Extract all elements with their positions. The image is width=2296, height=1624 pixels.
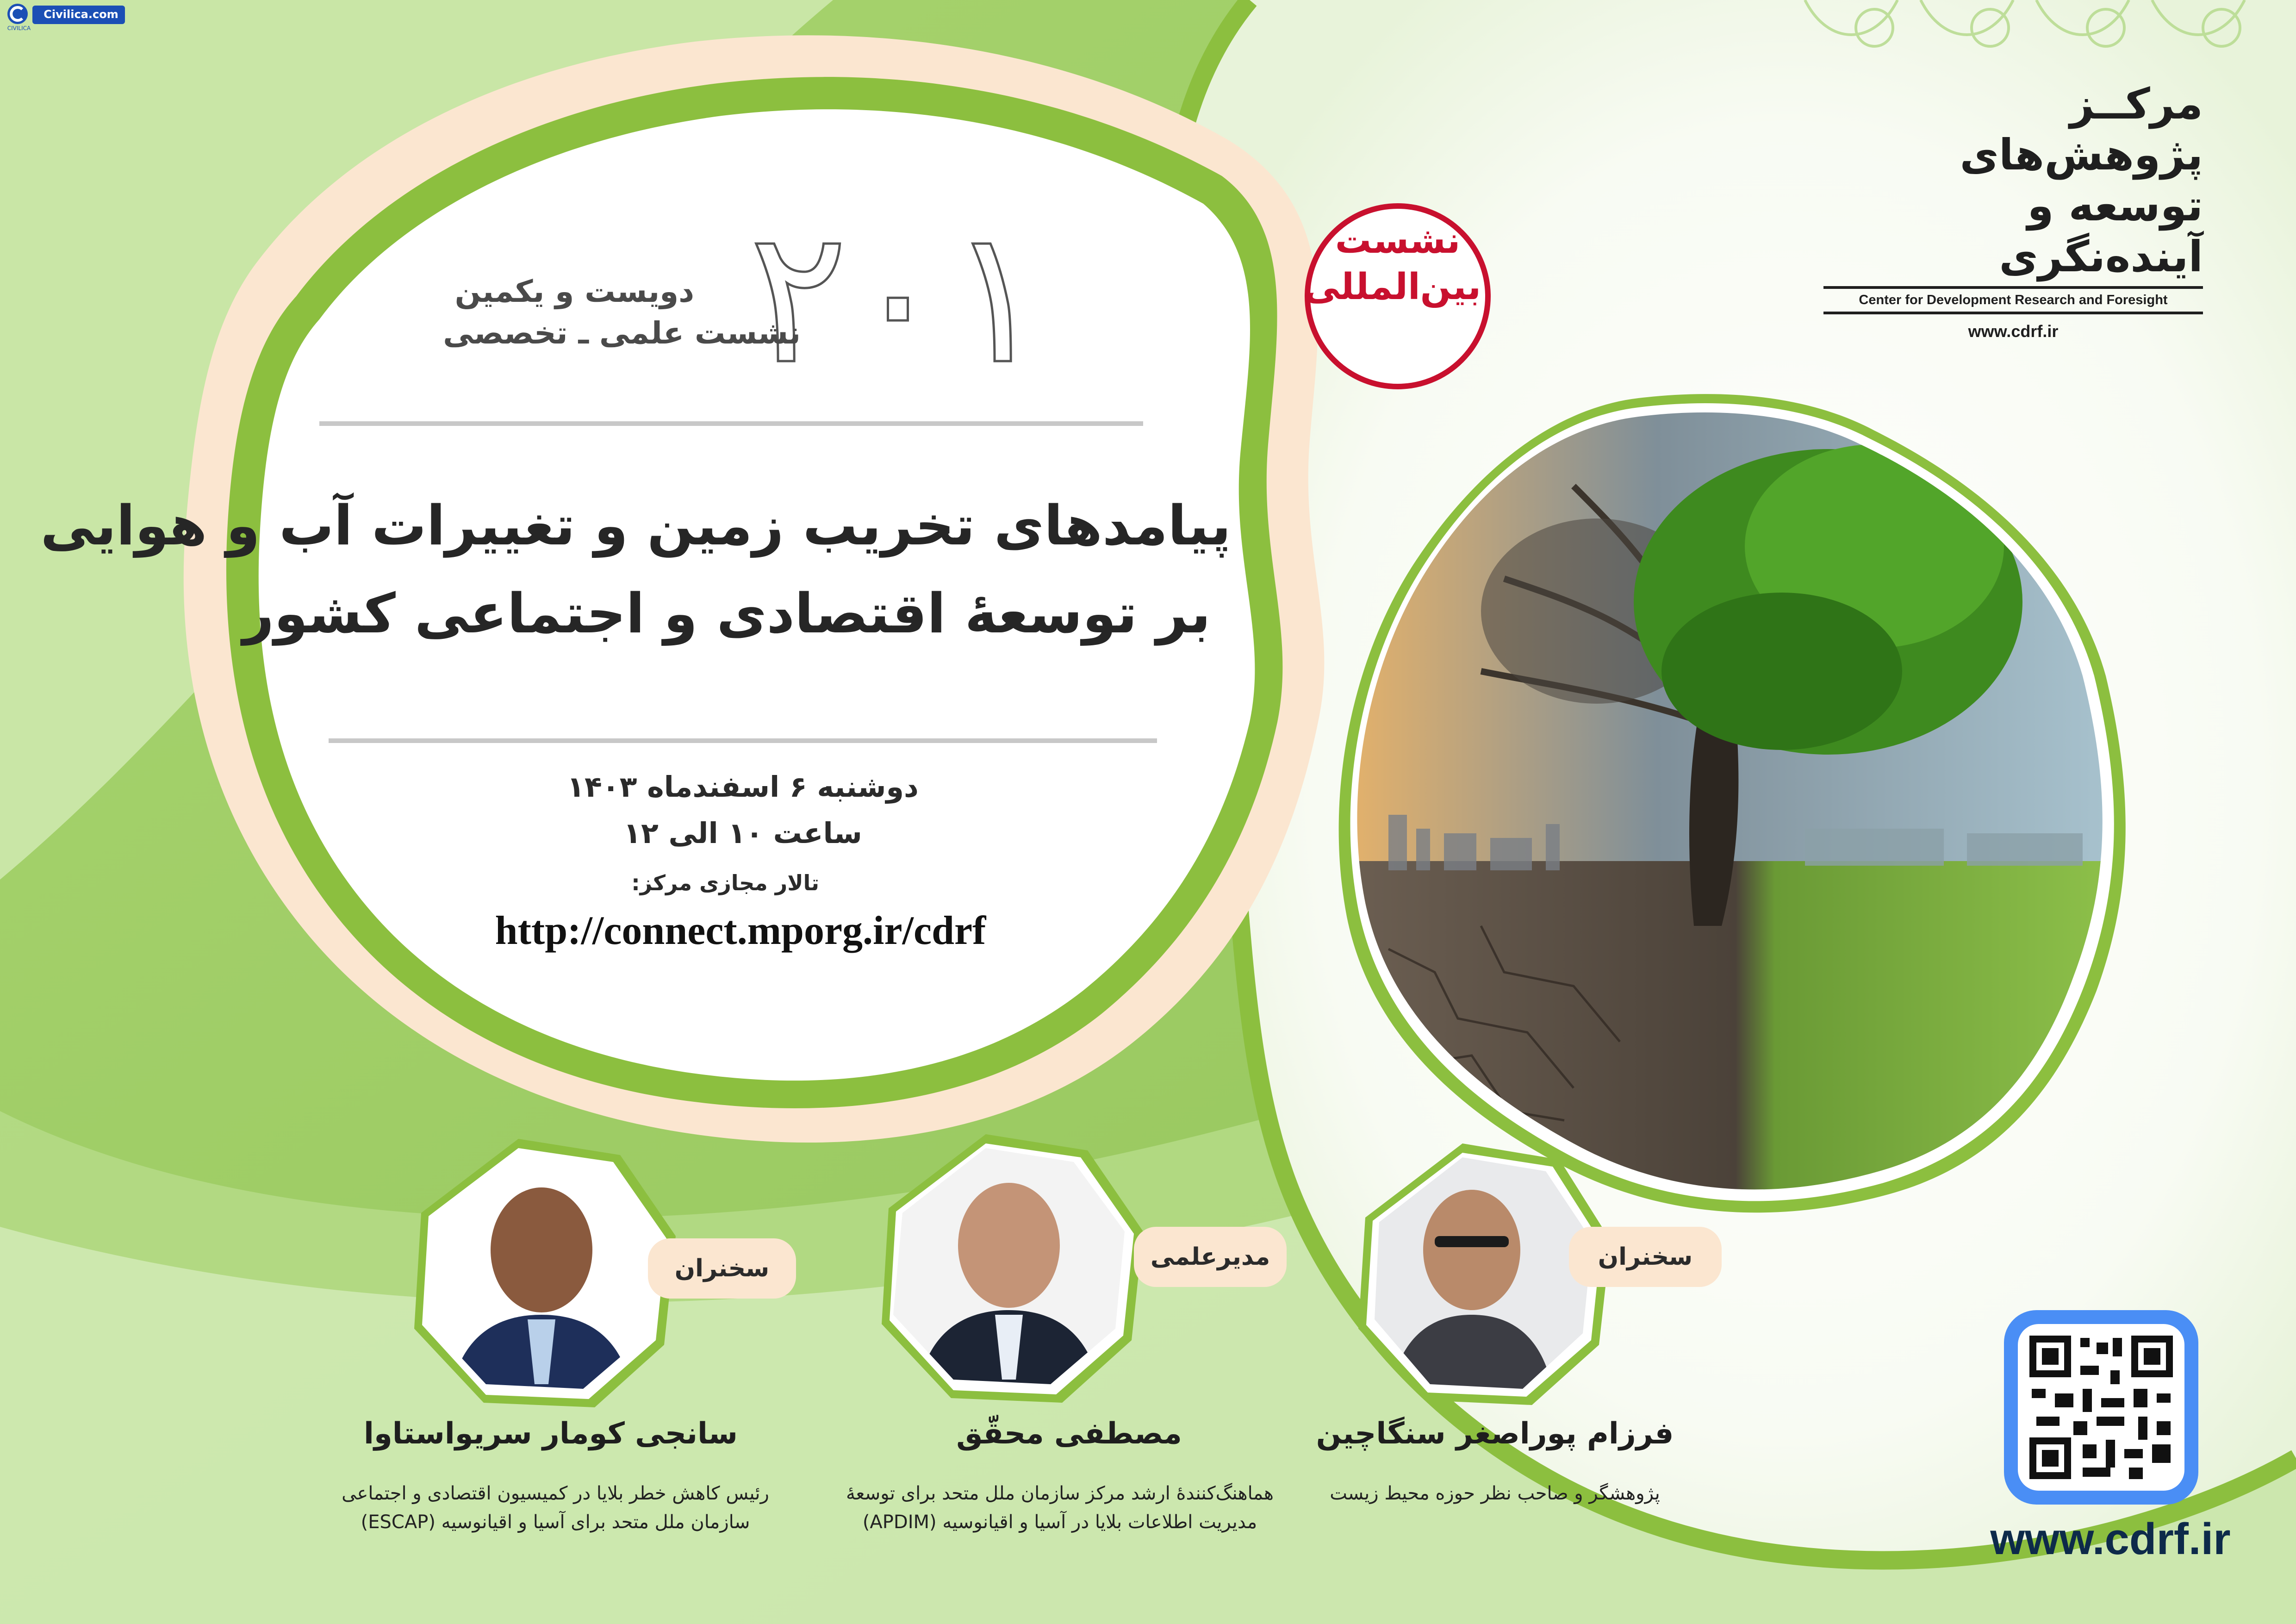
event-url-link[interactable]: http://connect.mporg.ir/cdrf — [495, 908, 986, 953]
title-line-2: بر توسعهٔ اقتصادی و اجتماعی کشور — [243, 581, 1211, 645]
session-type: نشست علمی ـ تخصصی — [443, 315, 801, 351]
speaker-2-description: هماهنگ‌کنندهٔ ارشد مرکز سازمان ملل متحد برای توسعهٔ مدیریت اطلاعات بلایا در آسیا و اقیانوسیه (APDIM) — [846, 1483, 1274, 1533]
badge-line2: بین‌المللی — [1304, 266, 1481, 308]
speaker-1-role: سخنران — [1569, 1227, 1722, 1287]
organization-logo[interactable] — [1823, 79, 2203, 341]
footer-website-link[interactable]: www.cdrf.ir — [1990, 1514, 2231, 1564]
event-date: دوشنبه ۶ اسفندماه ۱۴۰۳ — [567, 770, 919, 804]
event-details — [481, 764, 1004, 856]
speaker-1-name: فرزام پوراصغر سنگاچین — [1316, 1417, 1674, 1451]
session-number-words: دویست و یکمین — [454, 274, 694, 309]
speaker-1-description: پژوهشگر و صاحب نظر حوزه محیط زیست — [1330, 1483, 1660, 1504]
speaker-3-name: سانجی کومار سریواستاوا — [364, 1417, 738, 1451]
org-name-line1: مرکــز پژوهش‌های — [1960, 79, 2203, 180]
venue-label: تالار مجازی مرکز: — [631, 870, 819, 895]
org-name-en: Center for Development Research and Foresight — [1859, 293, 2168, 307]
badge-line1: نشست — [1335, 220, 1461, 262]
title-line-1: پیامدهای تخریب زمین و تغییرات آب و هوایی — [40, 493, 1231, 557]
session-number: ۲۰۱ — [748, 190, 1047, 405]
watermark-sub: CIVILICA — [7, 25, 31, 31]
org-website-small[interactable]: www.cdrf.ir — [1968, 322, 2059, 341]
speaker-3-role: سخنران — [648, 1238, 796, 1299]
speaker-3-description: رئیس کاهش خطر بلایا در کمیسیون اقتصادی و اجتماعی سازمان ملل متحد برای آسیا و اقیانوسیه (ESCAP) — [342, 1483, 769, 1533]
speaker-2-role: مدیرعلمی — [1134, 1227, 1287, 1287]
speaker-2-name: مصطفی محقّق — [956, 1417, 1182, 1451]
watermark-site[interactable]: Civilica.com — [44, 8, 118, 21]
org-name-line2: توسعه و آینده‌نگری — [1999, 181, 2203, 281]
event-time: ساعت ۱۰ الی ۱۲ — [623, 816, 862, 850]
session-info — [417, 271, 801, 354]
poster-title — [40, 481, 1231, 657]
international-badge — [1304, 218, 1481, 310]
